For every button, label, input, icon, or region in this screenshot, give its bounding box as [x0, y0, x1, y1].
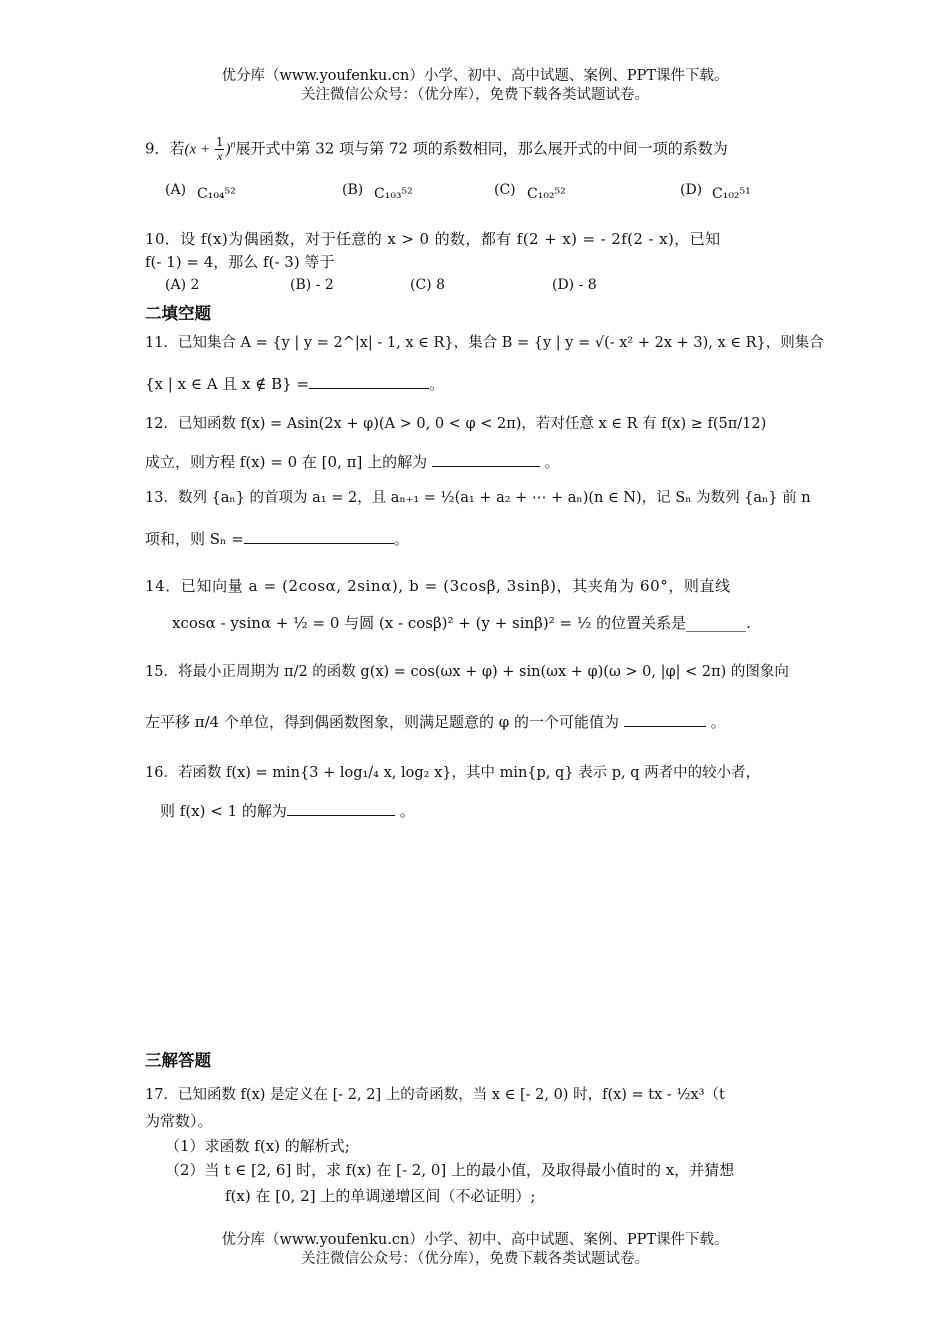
q16-line-2: 则 f(x) < 1 的解为 。 [160, 802, 415, 820]
header-line-2: 关注微信公众号：（优分库），免费下载各类试题试卷。 [301, 87, 649, 103]
q12-line-2: 成立，则方程 f(x) = 0 在 [0, π] 上的解为 。 [145, 453, 560, 471]
footer-line-2: 关注微信公众号：（优分库），免费下载各类试题试卷。 [301, 1251, 649, 1267]
section-fill-in: 二填空题 [145, 304, 211, 323]
q16-answer-blank[interactable] [287, 803, 395, 816]
q15-line-2: 左平移 π/4 个单位，得到偶函数图象，则满足题意的 φ 的一个可能值为 。 [145, 713, 726, 731]
q17-line-1: 17．已知函数 f(x) 是定义在 [- 2, 2] 上的奇函数，当 x ∈ [- 2, 0) 时，f(x) = tx - ½x³（t [145, 1087, 725, 1103]
q15-line-1: 15．将最小正周期为 π/2 的函数 g(x) = cos(ωx + φ) + sin(ωx + φ)(ω > 0, |φ| < 2π) 的图象向 [145, 664, 789, 680]
q9-option-a: (A) [165, 182, 187, 198]
footer-line-1: 优分库（www.youfenku.cn）小学、初中、高中试题、案例、PPT课件下载。 [221, 1232, 729, 1248]
q9-option-a-value: C₁₀₄⁵² [197, 186, 236, 202]
q13-line-1: 13．数列 {aₙ} 的首项为 a₁ = 2，且 aₙ₊₁ = ½(a₁ + a₂ + ⋯ + aₙ)(n ∈ N)，记 Sₙ 为数列 {aₙ} 前 n [145, 490, 811, 506]
q10-option-a: (A) 2 [165, 277, 200, 293]
q10-option-d: (D) - 8 [552, 277, 597, 293]
q12-answer-blank[interactable] [432, 454, 540, 467]
q9-text: 展开式中第 32 项与第 72 项的系数相同，那么展开式的中间一项的系数为 [235, 139, 728, 158]
q13-answer-blank[interactable] [244, 531, 394, 544]
q11-line-1: 11．已知集合 A = {y | y = 2^|x| - 1, x ∈ R}，集合 B = {y | y = √(- x² + 2x + 3), x ∈ R}，则集合 [145, 335, 824, 351]
header-line-1: 优分库（www.youfenku.cn）小学、初中、高中试题、案例、PPT课件下载。 [221, 68, 729, 84]
q13-line-2: 项和，则 Sₙ = 。 [145, 530, 409, 548]
q9-option-c: (C) [494, 182, 516, 198]
q14-line-1: 14．已知向量 a = (2cosα, 2sinα), b = (3cosβ, 3sinβ)，其夹角为 60°，则直线 [145, 577, 731, 595]
q10-option-c: (C) 8 [410, 277, 445, 293]
q9-option-d-value: C₁₀₂⁵¹ [712, 186, 751, 202]
q10-line-1: 10．设 f(x)为偶函数，对于任意的 x > 0 的数，都有 f(2 + x) = - 2f(2 - x)，已知 [145, 230, 721, 248]
q17-sub-1: （1）求函数 f(x) 的解析式; [165, 1137, 350, 1155]
fraction-1-over-x: $\frac{1}{x}$ [215, 135, 224, 163]
q11-answer-blank[interactable] [309, 376, 429, 389]
section-solutions: 三解答题 [145, 1051, 211, 1070]
q10-option-b: (B) - 2 [290, 277, 334, 293]
q17-line-2: 为常数）。 [145, 1112, 213, 1130]
q9-number: 9．若 [145, 139, 185, 158]
q16-line-1: 16．若函数 f(x) = min{3 + log₁/₄ x, log₂ x}，其中 min{p, q} 表示 p, q 两者中的较小者， [145, 765, 761, 781]
q17-sub-2: （2）当 t ∈ [2, 6] 时，求 f(x) 在 [- 2, 0] 上的最小值，及取得最小值时的 x，并猜想 [165, 1161, 735, 1179]
q9-option-b: (B) [342, 182, 364, 198]
q9-option-d: (D) [680, 182, 703, 198]
q15-answer-blank[interactable] [624, 714, 706, 727]
q14-line-2: xcosα - ysinα + ½ = 0 与圆 (x - cosβ)² + (y + sinβ)² = ½ 的位置关系是________. [172, 614, 751, 632]
q9-option-c-value: C₁₀₂⁵² [527, 186, 566, 202]
q12-line-1: 12．已知函数 f(x) = Asin(2x + φ)(A > 0, 0 < φ < 2π)，若对任意 x ∈ R 有 f(x) ≥ f(5π/12) [145, 416, 767, 432]
q10-line-2: f(- 1) = 4，那么 f(- 3) 等于 [145, 253, 335, 271]
q11-line-2: {x | x ∈ A 且 x ∉ B} = 。 [145, 375, 445, 393]
q17-sub-3: f(x) 在 [0, 2] 上的单调递增区间（不必证明）; [225, 1187, 536, 1205]
q9-option-b-value: C₁₀₃⁵² [374, 186, 413, 202]
question-9: 9．若(x + $\frac{1}{x}$ )$^n$展开式中第 32 项与第 72 项的系数相同，那么展开式的中间一项的系数为 [145, 135, 728, 163]
